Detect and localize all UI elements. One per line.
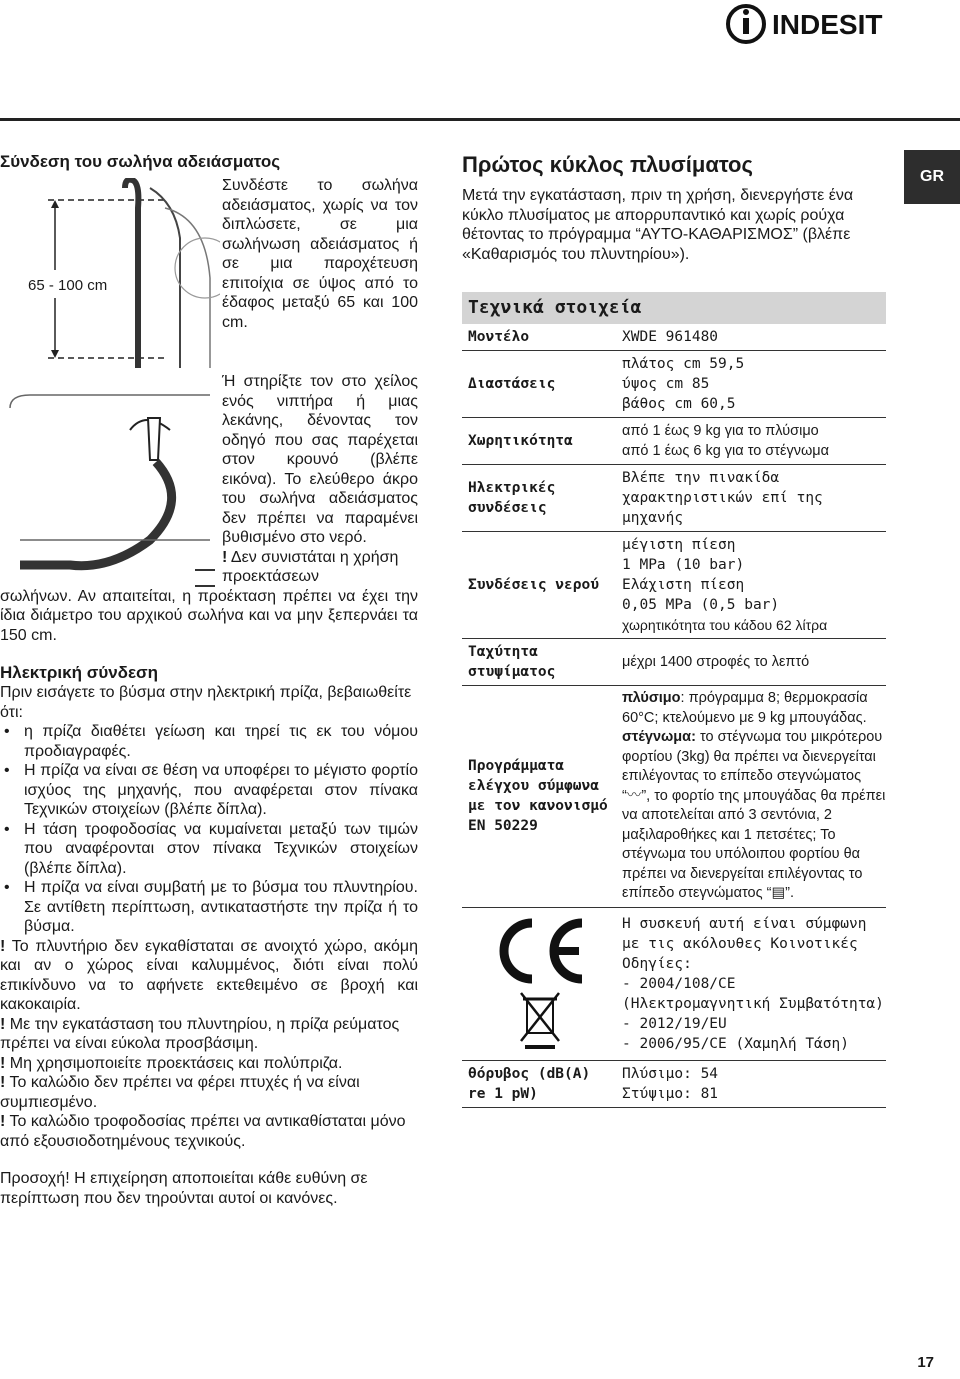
drain-warning-3a (222, 548, 418, 587)
table-row (462, 532, 886, 639)
tech-key: Ταχύτητα στυψίματος (462, 639, 616, 686)
warning-text: Το καλώδιο τροφοδοσίας πρέπει να αντικαθίσταται μόνο από εξουσιοδοτημένους τεχνικούς. (0, 1113, 406, 1150)
table-row (462, 351, 886, 418)
drain-text-1: Συνδέστε το σωλήνα αδειάσματος, χωρίς να τον διπλώσετε, σε μια σωλήνωση αδειάσματος ή σε μια παροχέτευση επιτοίχια σε ύψος από το έδαφος μεταξύ 65 και 100 cm. (222, 177, 418, 331)
wash-label: πλύσιμο (622, 690, 681, 706)
first-cycle-text: Μετά την εγκατάσταση, πριν τη χρήση, διενεργήστε ένα κύκλο πλυσίματος με απορρυπαντικό και χωρίς ρούχα θέτοντας το πρόγραμμα “ΑΥΤΟ-ΚΑΘΑΡΙΣΜΟΣ” (βλέπε «Καθαρισμός του πλυντηρίου»). (462, 187, 854, 263)
tech-value: Ελάχιστη πίεση (622, 577, 745, 593)
table-row (462, 907, 886, 1060)
drain-text-3a: Δεν συνιστάται η χρήση προεκτάσεων (222, 548, 399, 585)
dry-text-1: το στέγνωμα του μικρότερου φορτίου (3kg) θα πρέπει να διενεργείται επιλέγοντας το επίπεδο στεγνώματος “ (622, 729, 883, 804)
tech-value: από 1 έως 6 kg για το στέγνωμα (622, 443, 830, 459)
warning-item (0, 1015, 418, 1054)
tech-value: - 2004/108/CE (Ηλεκτρομαγνητική Συμβατότητα) (622, 975, 884, 1012)
tech-value: βάθος cm 60,5 (622, 396, 736, 412)
warning-mark: ! (0, 1015, 6, 1033)
tech-title: Τεχνικά στοιχεία (462, 292, 886, 324)
table-row (462, 686, 886, 908)
tech-value: 0,05 MPa (0,5 bar) (622, 597, 780, 613)
drain-height-label: 65 - 100 cm (28, 277, 108, 294)
warning-text: Μη χρησιμοποιείτε προεκτάσεις και πολύπριζα. (9, 1054, 343, 1072)
tech-value: μέχρι 1400 στροφές το λεπτό (616, 639, 886, 686)
table-row (462, 418, 886, 465)
tech-key: Μοντέλο (462, 324, 616, 351)
right-column (462, 152, 886, 1108)
table-row (462, 1060, 886, 1107)
drain-text-3b: σωλήνων. Αν απαιτείται, η προέκταση πρέπει να έχει την ίδια διάμετρο του αρχικού σωλήνα και να μην ξεπερνάει τα 150 cm. (0, 587, 418, 644)
warning-item (0, 1054, 418, 1074)
warning-mark: ! (0, 1054, 6, 1072)
electric-bullets (0, 722, 418, 937)
table-row (462, 639, 886, 686)
list-item: • Η πρίζα να είναι συμβατή με το βύσμα του πλυντηρίου. Σε αντίθετη περίπτωση, αντικαταστήστε την πρίζα ή το βύσμα. (0, 878, 418, 937)
drain-text-2: Ή στηρίξτε τον στο χείλος ενός νιπτήρα ή μιας λεκάνης, δένοντας τον οδηγό που σας παρέχεται στον κρουνό (βλέπε εικόνα). Το ελεύθερο άκρο του σωλήνα αδειάσματος δεν πρέπει να παραμένει βυθισμένο στο νερό. (222, 373, 418, 546)
dry-text-3: ”. (785, 885, 795, 901)
header-rule (0, 118, 960, 121)
tech-value: πλάτος cm 59,5 (622, 356, 745, 372)
warning-mark: ! (0, 1113, 6, 1130)
tech-value: μέγιστη πίεση (622, 537, 736, 553)
tech-value: - 2012/19/EU (622, 1015, 727, 1032)
electric-intro: Πριν εισάγετε το βύσμα στην ηλεκτρική πρίζα, βεβαιωθείτε ότι: (0, 684, 412, 721)
tech-value: Στύψιμο: 81 (622, 1085, 719, 1102)
tech-value: Η συσκευή αυτή είναι σύμφωνη με τις ακόλουθες Κοινοτικές Οδηγίες: (622, 915, 867, 972)
electric-title: Ηλεκτρική σύνδεση (0, 663, 159, 682)
warning-mark: ! (0, 937, 6, 955)
left-column (0, 152, 418, 1208)
tech-value: ύψος cm 85 (622, 376, 710, 392)
tech-key: Χωρητικότητα (462, 418, 616, 465)
dry-text-2: ”, το φορτίο της μπουγάδας θα πρέπει να αποτελείται από 3 σεντόνια, 2 μαξιλαροθήκες και 1 πετσέτες; Το στέγνωμα του υπόλοιπου φορτίου θα πρέπει να διενεργείται επιλέγοντας το επίπεδο στεγνώματος “ (622, 787, 886, 901)
tech-key: θόρυβος (dB(A) re 1 pW) (462, 1060, 616, 1107)
table-row (462, 324, 886, 351)
warning-mark: ! (222, 548, 228, 566)
tech-value: XWDE 961480 (616, 324, 886, 351)
list-item: • Η τάση τροφοδοσίας να κυμαίνεται μεταξύ των τιμών που αναφέρονται στον πίνακα Τεχνικών στοιχείων (βλέπε δίπλα). (0, 820, 418, 879)
sink-hook-diagram (0, 390, 220, 620)
dry-level-icon: 〰 (626, 787, 642, 804)
tech-value: - 2006/95/CE (Χαμηλή Τάση) (622, 1035, 849, 1052)
warning-text: Με την εγκατάσταση του πλυντηρίου, η πρίζα ρεύματος πρέπει να είναι εύκολα προσβάσιμη. (0, 1015, 400, 1052)
warning-item (0, 1112, 418, 1151)
tech-value: από 1 έως 9 kg για το πλύσιμο (622, 423, 819, 439)
list-item: • Η πρίζα να είναι σε θέση να υποφέρει το μέγιστο φορτίο ισχύος της μηχανής, που αναφέρεται στον πίνακα Τεχνικών στοιχείων (βλέπε δίπλα). (0, 761, 418, 820)
tech-value: Βλέπε την πινακίδα χαρακτηριστικών επί της μηχανής (616, 465, 886, 532)
tech-value: χωρητικότητα του κάδου 62 λίτρα (622, 617, 828, 633)
list-item: • η πρίζα διαθέτει γείωση και τηρεί τις εκ του νόμου προδιαγραφές. (0, 722, 418, 761)
cupboard-dry-icon: ▤ (771, 885, 786, 901)
drain-height-diagram (0, 178, 220, 368)
warning-item (0, 1073, 418, 1112)
warning-text: Το πλυντήριο δεν εγκαθίσταται σε ανοιχτό χώρο, ακόμη και αν ο χώρος είναι καλυμμένος, διότι είναι πολύ επικίνδυνο να το αφήνετε εκτεθειμένο σε βροχή και κακοκαιρία. (0, 937, 419, 1013)
dry-label: στέγνωμα: (622, 729, 696, 745)
first-cycle-title: Πρώτος κύκλος πλυσίματος (462, 152, 753, 177)
tech-key: Προγράμματα ελέγχου σύμφωνα με τον κανονισμό EN 50229 (462, 686, 616, 908)
indesit-logo (724, 2, 924, 46)
language-tab: GR (904, 150, 960, 204)
tech-value: Πλύσιμο: 54 (622, 1065, 719, 1082)
warning-text: Το καλώδιο δεν πρέπει να φέρει πτυχές ή να είναι συμπιεσμένο. (0, 1074, 360, 1111)
drain-title: Σύνδεση του σωλήνα αδειάσματος (0, 152, 281, 171)
table-row (462, 465, 886, 532)
tech-key: Διαστάσεις (462, 351, 616, 418)
warning-mark: ! (0, 1074, 6, 1091)
svg-text:INDESIT: INDESIT (772, 9, 883, 40)
tech-value: 1 MPa (10 bar) (622, 557, 745, 573)
weee-bin-icon (521, 993, 559, 1049)
ce-mark-icon (487, 911, 597, 1051)
tech-key: Ηλεκτρικές συνδέσεις (462, 465, 616, 532)
tech-key: Συνδέσεις νερού (462, 532, 616, 639)
warning-item (0, 937, 418, 1015)
ce-cell (462, 907, 616, 1060)
page-number: 17 (917, 1354, 934, 1371)
tech-table (462, 324, 886, 1108)
wash-text: : πρόγραμμα 8; θερμοκρασία 60°C; κτελούμενο με 9 kg μπουγάδας. (622, 690, 868, 726)
electric-note: Προσοχή! Η επιχείρηση αποποιείται κάθε ευθύνη σε περίπτωση που δεν τηρούνται αυτοί οι κανόνες. (0, 1170, 368, 1207)
